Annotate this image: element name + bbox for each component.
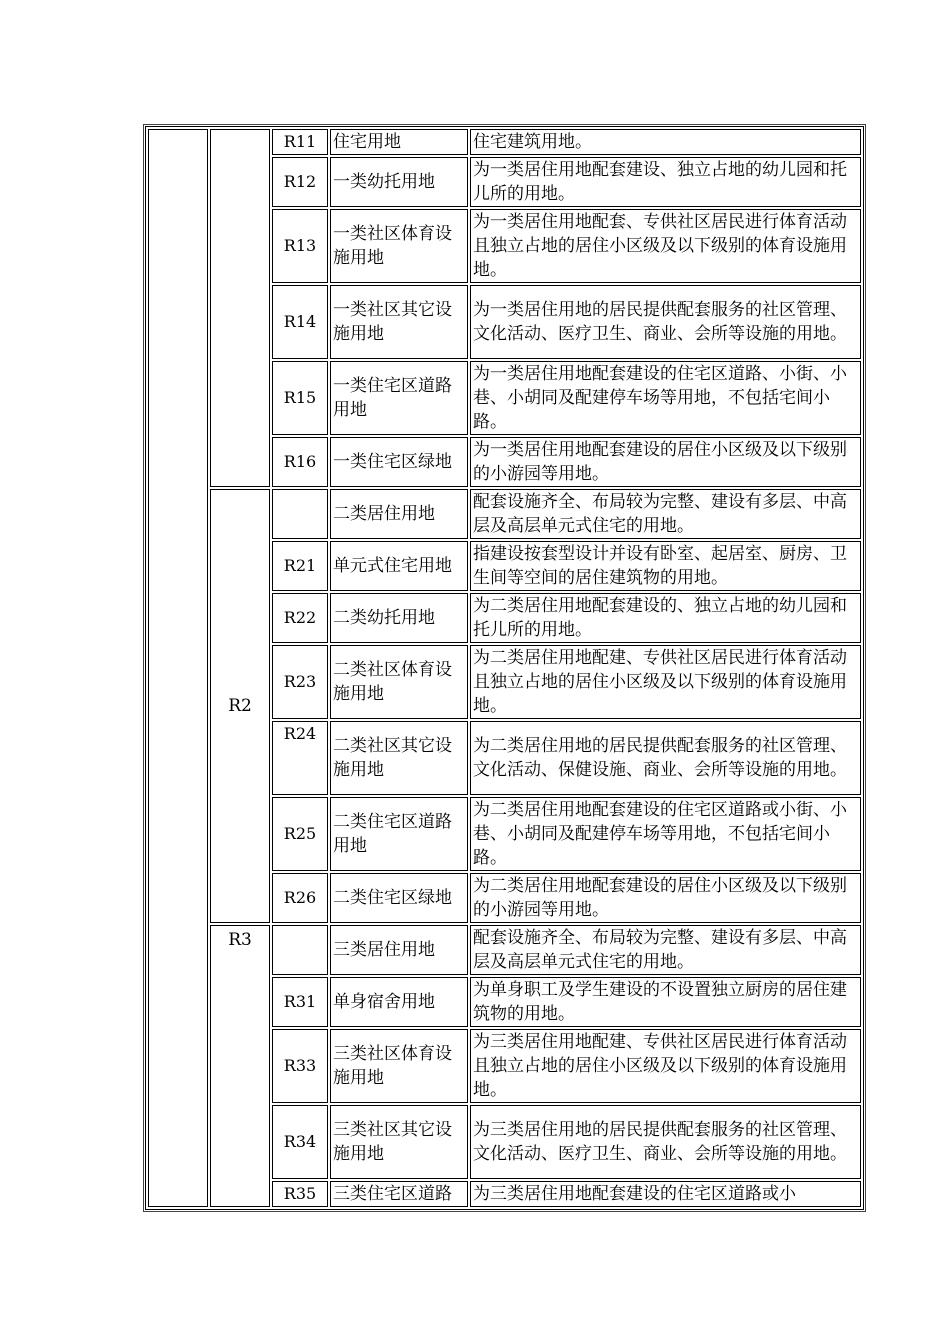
land-code: R35 [272, 1181, 328, 1207]
land-name: 三类住宅区道路 [330, 1181, 468, 1207]
land-description: 住宅建筑用地。 [470, 129, 861, 155]
land-description: 为一类居住用地配套建设的住宅区道路、小街、小巷、小胡同及配建停车场等用地，不包括宅间小路。 [470, 361, 861, 435]
land-description: 为二类居住用地配建、专供社区居民进行体育活动且独立占地的居住小区级及以下级别的体育设施用地。 [470, 645, 861, 719]
land-description: 为二类居住用地的居民提供配套服务的社区管理、文化活动、保健设施、商业、会所等设施的用地。 [470, 721, 861, 795]
land-description: 为二类居住用地配套建设的居住小区级及以下级别的小游园等用地。 [470, 873, 861, 923]
land-code: R22 [272, 593, 328, 643]
land-description: 为二类居住用地配套建设的、独立占地的幼儿园和托儿所的用地。 [470, 593, 861, 643]
land-name: 一类社区其它设施用地 [330, 285, 468, 359]
land-code: R23 [272, 645, 328, 719]
land-description: 为一类居住用地的居民提供配套服务的社区管理、文化活动、医疗卫生、商业、会所等设施的用地。 [470, 285, 861, 359]
land-code: R13 [272, 209, 328, 283]
land-code: R12 [272, 157, 328, 207]
land-code: R31 [272, 977, 328, 1027]
land-description: 为单身职工及学生建设的不设置独立厨房的居住建筑物的用地。 [470, 977, 861, 1027]
land-code: R25 [272, 797, 328, 871]
land-name: 一类社区体育设施用地 [330, 209, 468, 283]
land-name: 单身宿舍用地 [330, 977, 468, 1027]
land-code: R15 [272, 361, 328, 435]
land-code: R33 [272, 1029, 328, 1103]
land-name: 一类住宅区道路用地 [330, 361, 468, 435]
land-name: 二类幼托用地 [330, 593, 468, 643]
land-name: 一类幼托用地 [330, 157, 468, 207]
land-code [272, 489, 328, 539]
land-name: 二类社区其它设施用地 [330, 721, 468, 795]
land-name: 住宅用地 [330, 129, 468, 155]
table-row [148, 129, 861, 155]
land-code: R16 [272, 437, 328, 487]
land-code: R24 [272, 721, 328, 795]
land-description: 为三类居住用地的居民提供配套服务的社区管理、文化活动、医疗卫生、商业、会所等设施的用地。 [470, 1105, 861, 1179]
land-description: 为一类居住用地配套建设、独立占地的幼儿园和托儿所的用地。 [470, 157, 861, 207]
land-description: 指建设按套型设计并设有卧室、起居室、厨房、卫生间等空间的居住建筑物的用地。 [470, 541, 861, 591]
land-name: 一类住宅区绿地 [330, 437, 468, 487]
category-cell [148, 129, 208, 1207]
land-description: 配套设施齐全、布局较为完整、建设有多层、中高层及高层单元式住宅的用地。 [470, 489, 861, 539]
group-label: R3 [210, 925, 270, 1207]
land-name: 单元式住宅用地 [330, 541, 468, 591]
land-code: R21 [272, 541, 328, 591]
land-code: R34 [272, 1105, 328, 1179]
land-name: 二类住宅区道路用地 [330, 797, 468, 871]
land-name: 三类社区其它设施用地 [330, 1105, 468, 1179]
table-row [148, 925, 861, 975]
land-use-table [145, 126, 864, 1210]
table-row [148, 489, 861, 539]
land-description: 为三类居住用地配套建设的住宅区道路或小 [470, 1181, 861, 1207]
land-description: 为一类居住用地配套、专供社区居民进行体育活动且独立占地的居住小区级及以下级别的体育设施用地。 [470, 209, 861, 283]
group-label [210, 129, 270, 487]
land-description: 为一类居住用地配套建设的居住小区级及以下级别的小游园等用地。 [470, 437, 861, 487]
group-label: R2 [210, 489, 270, 923]
land-code: R26 [272, 873, 328, 923]
land-name: 二类社区体育设施用地 [330, 645, 468, 719]
land-name: 二类居住用地 [330, 489, 468, 539]
land-description: 配套设施齐全、布局较为完整、建设有多层、中高层及高层单元式住宅的用地。 [470, 925, 861, 975]
land-name: 三类社区体育设施用地 [330, 1029, 468, 1103]
land-name: 三类居住用地 [330, 925, 468, 975]
land-code [272, 925, 328, 975]
land-description: 为二类居住用地配套建设的住宅区道路或小街、小巷、小胡同及配建停车场等用地，不包括宅间小路。 [470, 797, 861, 871]
land-name: 二类住宅区绿地 [330, 873, 468, 923]
land-code: R14 [272, 285, 328, 359]
land-description: 为三类居住用地配建、专供社区居民进行体育活动且独立占地的居住小区级及以下级别的体育设施用地。 [470, 1029, 861, 1103]
land-code: R11 [272, 129, 328, 155]
